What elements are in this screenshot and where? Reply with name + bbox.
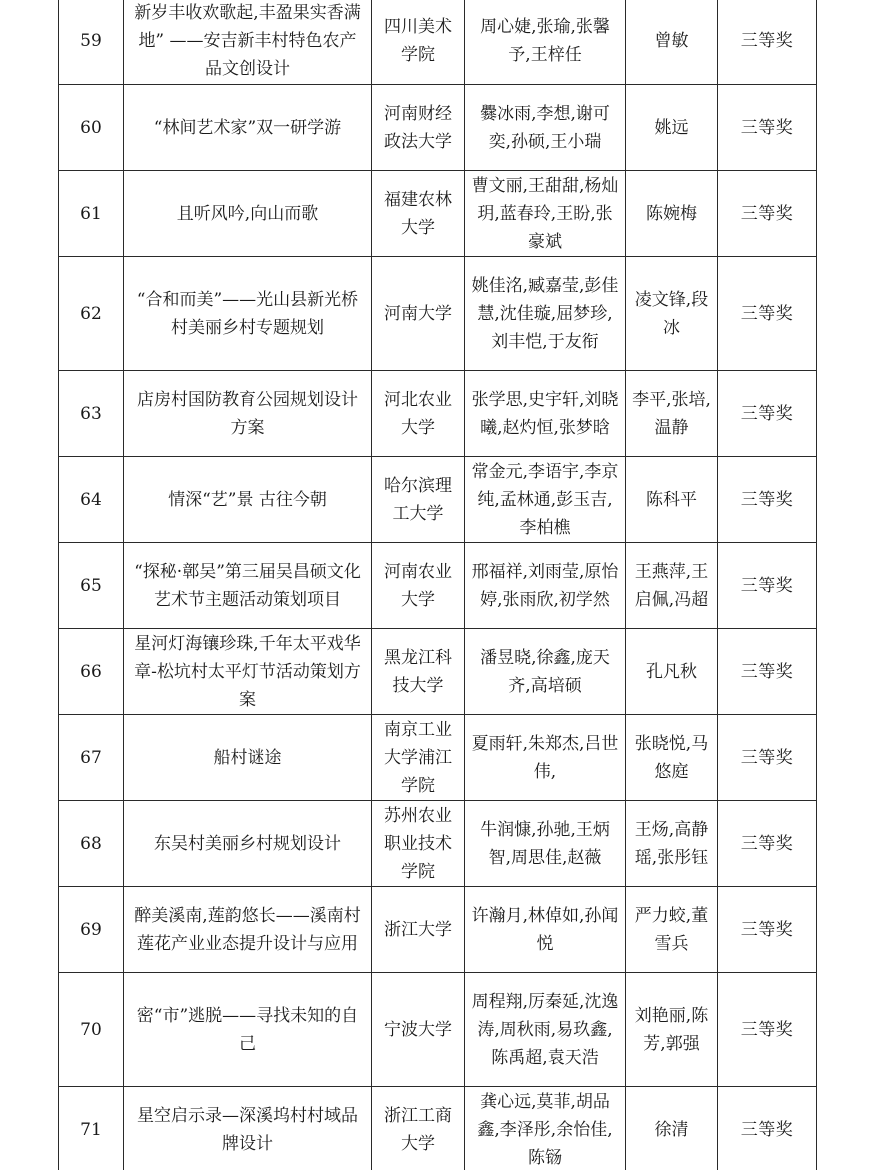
advisor-cell [626,457,718,543]
team-members: 常金元,李语宇,李京纯,孟林通,彭玉吉,李柏樵 [471,461,619,538]
members-cell [465,543,626,629]
row-number: 59 [80,30,102,51]
team-members: 牛润慷,孙驰,王炳智,周思佳,赵薇 [480,819,610,868]
school-cell [372,973,465,1087]
school-cell [372,1087,465,1170]
school-cell [372,0,465,85]
school-name: 浙江工商大学 [384,1105,452,1154]
advisor-cell [626,371,718,457]
award-level: 三等奖 [740,833,794,854]
award-cell [718,457,817,543]
advisor-names: 徐清 [654,1119,689,1140]
school-cell [372,257,465,371]
school-cell [372,85,465,171]
project-title-cell [124,1087,372,1170]
school-name: 哈尔滨理工大学 [384,475,452,524]
table-row [59,171,817,257]
table-row [59,371,817,457]
award-level: 三等奖 [740,575,794,596]
award-cell [718,0,817,85]
team-members: 周程翔,厉秦延,沈逸涛,周秋雨,易玖鑫,陈禹超,袁天浩 [471,991,619,1068]
advisor-cell [626,715,718,801]
project-title: “合和而美”——光山县新光桥村美丽乡村专题规划 [136,289,359,338]
team-members: 许瀚月,林倬如,孙闻悦 [471,905,619,954]
award-level: 三等奖 [740,919,794,940]
row-number-cell [59,0,124,85]
advisor-names: 曾敏 [654,30,689,51]
row-number: 62 [80,303,102,324]
advisor-cell [626,801,718,887]
school-name: 宁波大学 [384,1019,452,1040]
members-cell [465,715,626,801]
table-row [59,457,817,543]
table-row [59,973,817,1087]
award-level: 三等奖 [740,1119,794,1140]
row-number-cell [59,85,124,171]
members-cell [465,257,626,371]
advisor-cell [626,171,718,257]
project-title-cell [124,801,372,887]
project-title-cell [124,371,372,457]
team-members: 龚心远,莫菲,胡品鑫,李泽彤,余怡佳,陈铴 [477,1091,613,1168]
members-cell [465,1087,626,1170]
project-title-cell [124,543,372,629]
project-title-cell [124,973,372,1087]
row-number-cell [59,1087,124,1170]
award-level: 三等奖 [740,203,794,224]
advisor-names: 严力蛟,董雪兵 [634,905,709,954]
school-name: 四川美术学院 [384,16,452,65]
award-cell [718,801,817,887]
school-name: 福建农林大学 [384,189,452,238]
row-number: 68 [80,833,102,854]
row-number: 66 [80,661,102,682]
project-title: 醉美溪南,莲韵悠长——溪南村莲花产业业态提升设计与应用 [134,905,361,954]
advisor-cell [626,85,718,171]
school-name: 河南农业大学 [384,561,452,610]
advisor-cell [626,257,718,371]
row-number: 67 [80,747,102,768]
row-number: 71 [80,1119,102,1140]
row-number: 60 [80,117,102,138]
advisor-names: 陈科平 [646,489,697,510]
members-cell [465,0,626,85]
team-members: 夏雨轩,朱郑杰,吕世伟, [471,733,619,782]
advisor-names: 王炀,高静瑶,张彤钰 [634,819,709,868]
school-name: 苏州农业职业技术学院 [384,805,452,882]
members-cell [465,973,626,1087]
row-number-cell [59,629,124,715]
table-row [59,887,817,973]
row-number-cell [59,887,124,973]
award-cell [718,973,817,1087]
awards-table [58,0,817,1170]
row-number-cell [59,973,124,1087]
project-title-cell [124,171,372,257]
table-row [59,85,817,171]
table-row [59,801,817,887]
award-level: 三等奖 [740,747,794,768]
team-members: 姚佳洺,臧嘉莹,彭佳慧,沈佳璇,屈梦珍,刘丰恺,于友衔 [471,275,619,352]
members-cell [465,887,626,973]
school-cell [372,457,465,543]
advisor-cell [626,629,718,715]
project-title: 新岁丰收欢歌起,丰盈果实香满地” ——安吉新丰村特色农产品文创设计 [134,2,361,79]
project-title: 且听风吟,向山而歌 [176,203,319,224]
team-members: 周心婕,张瑜,张馨予,王梓任 [480,16,610,65]
table-row [59,543,817,629]
table-row [59,0,817,85]
members-cell [465,171,626,257]
advisor-names: 刘艳丽,陈芳,郭强 [634,1005,709,1054]
members-cell [465,371,626,457]
row-number: 63 [80,403,102,424]
row-number-cell [59,543,124,629]
award-level: 三等奖 [740,489,794,510]
team-members: 曹文丽,王甜甜,杨灿玥,蓝春玲,王盼,张豪斌 [471,175,619,252]
award-cell [718,1087,817,1170]
advisor-cell [626,1087,718,1170]
school-cell [372,543,465,629]
school-cell [372,629,465,715]
award-level: 三等奖 [740,30,794,51]
project-title-cell [124,85,372,171]
advisor-cell [626,0,718,85]
award-cell [718,171,817,257]
members-cell [465,457,626,543]
school-cell [372,371,465,457]
project-title-cell [124,257,372,371]
school-name: 浙江大学 [384,919,452,940]
project-title-cell [124,457,372,543]
advisor-cell [626,543,718,629]
award-level: 三等奖 [740,661,794,682]
project-title: 店房村国防教育公园规划设计方案 [137,389,358,438]
school-name: 河南大学 [384,303,452,324]
row-number: 64 [80,489,102,510]
award-cell [718,257,817,371]
award-level: 三等奖 [740,1019,794,1040]
school-cell [372,171,465,257]
members-cell [465,85,626,171]
project-title: “探秘·鄣吴”第三届吴昌硕文化艺术节主题活动策划项目 [134,561,361,610]
advisor-names: 姚远 [654,117,689,138]
project-title: “林间艺术家”双一研学游 [153,117,342,138]
row-number-cell [59,371,124,457]
advisor-names: 张晓悦,马悠庭 [634,733,709,782]
advisor-names: 凌文锋,段冰 [634,289,709,338]
row-number-cell [59,801,124,887]
project-title-cell [124,629,372,715]
team-members: 爨冰雨,李想,谢可奕,孙硕,王小瑞 [480,103,610,152]
project-title: 东吴村美丽乡村规划设计 [154,833,341,854]
project-title-cell [124,0,372,85]
advisor-names: 李平,张培,温静 [632,389,711,438]
table-row [59,1087,817,1170]
advisor-cell [626,887,718,973]
table-row [59,629,817,715]
school-name: 南京工业大学浦江学院 [384,719,452,796]
school-cell [372,715,465,801]
project-title: 船村谜途 [213,747,282,768]
award-cell [718,543,817,629]
school-cell [372,801,465,887]
row-number-cell [59,257,124,371]
members-cell [465,629,626,715]
advisor-cell [626,973,718,1087]
team-members: 潘昱晓,徐鑫,庞天齐,高培硕 [480,647,610,696]
award-cell [718,715,817,801]
project-title-cell [124,715,372,801]
school-name: 黑龙江科技大学 [384,647,452,696]
row-number: 70 [80,1019,102,1040]
project-title: 星河灯海镶珍珠,千年太平戏华章-松坑村太平灯节活动策划方案 [134,633,361,710]
project-title: 密“市”逃脱——寻找未知的自己 [136,1005,359,1054]
award-level: 三等奖 [740,303,794,324]
school-name: 河北农业大学 [384,389,452,438]
table-row [59,257,817,371]
team-members: 邢福祥,刘雨莹,原怡婷,张雨欣,初学然 [471,561,619,610]
table-row [59,715,817,801]
row-number: 65 [80,575,102,596]
advisor-names: 陈婉梅 [646,203,697,224]
award-level: 三等奖 [740,117,794,138]
project-title-cell [124,887,372,973]
row-number: 69 [80,919,102,940]
project-title: 情深“艺”景 古往今朝 [168,489,327,510]
award-cell [718,371,817,457]
team-members: 张学思,史宇轩,刘晓曦,赵灼恒,张梦晗 [471,389,619,438]
row-number-cell [59,715,124,801]
award-cell [718,629,817,715]
advisor-names: 孔凡秋 [646,661,697,682]
school-name: 河南财经政法大学 [384,103,452,152]
project-title: 星空启示录—深溪坞村村域品牌设计 [137,1105,358,1154]
award-level: 三等奖 [740,403,794,424]
advisor-names: 王燕萍,王启佩,冯超 [634,561,709,610]
members-cell [465,801,626,887]
school-cell [372,887,465,973]
row-number-cell [59,171,124,257]
row-number-cell [59,457,124,543]
award-cell [718,85,817,171]
award-cell [718,887,817,973]
row-number: 61 [80,203,102,224]
